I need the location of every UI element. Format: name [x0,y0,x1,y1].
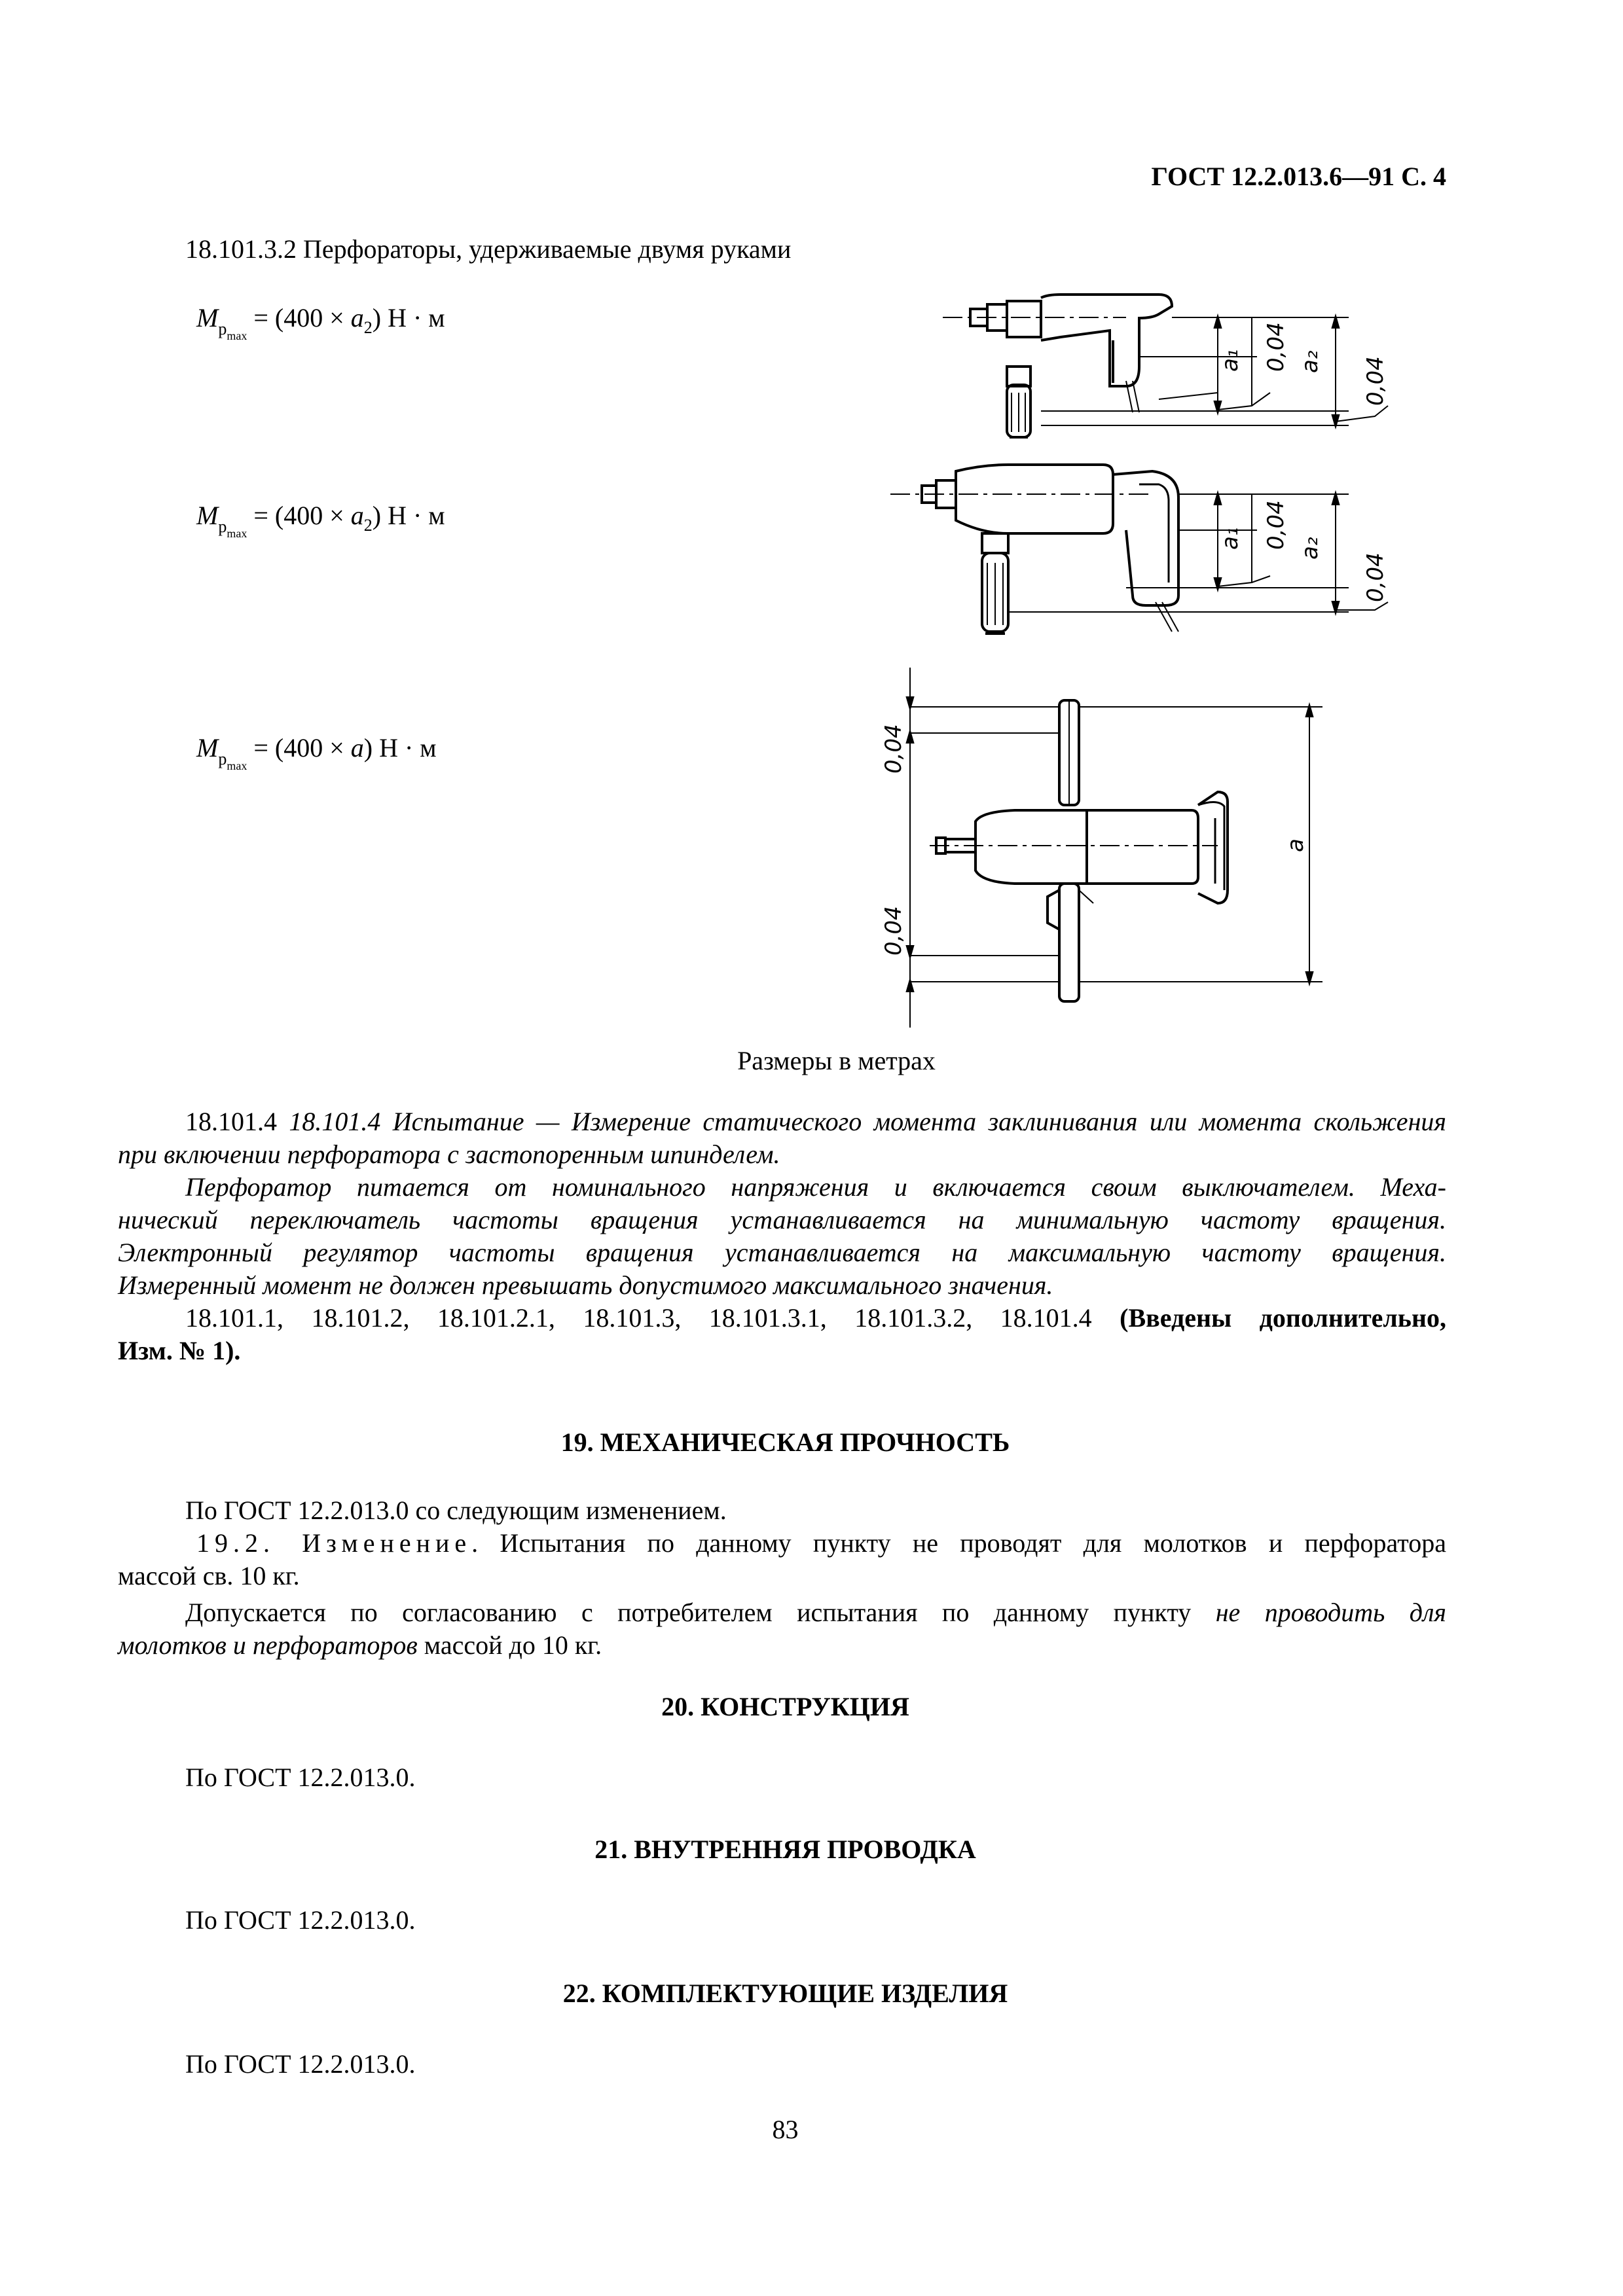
dim-label-a2: a₂ [1297,350,1323,373]
paragraph-line: Допускается по согласованию с потребителем испытания по данному пункту не проводить для [185,1598,1447,1627]
paragraph-line: 18.101.4 18.101.4 Испытание — Измерение статического момента заклинивания или момента скольжения [185,1107,1447,1136]
section-title: 18.101.3.2 Перфораторы, удерживаемые двумя руками [185,234,792,264]
formula-1: $M_{pmax} = (400 \times a_2) Н \cdot м$ [196,303,445,342]
dim-label-a: a [1283,838,1309,852]
page-number: 83 [772,2115,799,2144]
amendment-note-end: Изм. № 1). [118,1336,241,1365]
dim-label-a1: a₁ [1217,527,1243,550]
section-heading: 21. ВНУТРЕННЯЯ ПРОВОДКА [594,1835,976,1864]
drill-drawing-2 [890,465,1389,634]
paragraph-line: По ГОСТ 12.2.013.0. [185,2049,416,2079]
paragraph-line: По ГОСТ 12.2.013.0. [185,1763,416,1792]
section-heading: 22. КОМПЛЕКТУЮЩИЕ ИЗДЕЛИЯ [562,1979,1008,2008]
paragraph-line: нический переключатель частоты вращения устанавливается на минимальную частоту вращения. [118,1205,1446,1234]
formula-3: $M_{pmax} = (400 \times a) Н \cdot м$ [196,733,437,772]
dim-label-004: 0,04 [1362,356,1389,406]
paragraph-line: По ГОСТ 12.2.013.0 со следующим изменением. [185,1496,727,1525]
dim-label-004: 0,04 [1263,322,1289,372]
paragraph-line: массой св. 10 кг. [118,1561,300,1590]
dim-label-a2: a₂ [1297,537,1323,560]
drill-drawing-1 [943,295,1389,437]
paragraph-line: По ГОСТ 12.2.013.0. [185,1905,416,1935]
dim-label-004: 0,04 [1362,552,1389,602]
paragraph-line: молотков и перфораторов массой до 10 кг. [118,1630,602,1660]
formula-2: $M_{pmax} = (400 \times a_2) Н \cdot м$ [196,501,445,540]
paragraph-line: Перфоратор питается от номинального напряжения и включается своим выключателем. Меха- [185,1172,1446,1202]
paragraph-line: 19.2. Изменение. Испытания по данному пункту не проводят для молотков и перфоратора [196,1528,1446,1558]
perforator-drawings [851,275,1440,1028]
dim-label-004: 0,04 [881,724,907,774]
paragraph-line: при включении перфоратора с застопоренным шпинделем. [118,1139,780,1169]
dim-label-004: 0,04 [881,906,907,956]
figure-caption: Размеры в метрах [737,1046,936,1075]
paragraph-line: Измеренный момент не должен превышать допустимого максимального значения. [118,1270,1053,1300]
paragraph-line: Электронный регулятор частоты вращения устанавливается на максимальную частоту вращения. [118,1238,1446,1267]
section-heading: 19. МЕХАНИЧЕСКАЯ ПРОЧНОСТЬ [560,1427,1010,1457]
dim-label-a1: a₁ [1217,349,1243,372]
amendment-note: 18.101.1, 18.101.2, 18.101.2.1, 18.101.3, 18.101.3.1, 18.101.3.2, 18.101.4 (Введены дополнительно, [185,1303,1446,1333]
drill-drawing-3 [881,668,1322,1028]
document-reference: ГОСТ 12.2.013.6—91 С. 4 [1151,162,1446,191]
section-heading: 20. КОНСТРУКЦИЯ [661,1692,909,1721]
dim-label-004: 0,04 [1263,500,1289,550]
